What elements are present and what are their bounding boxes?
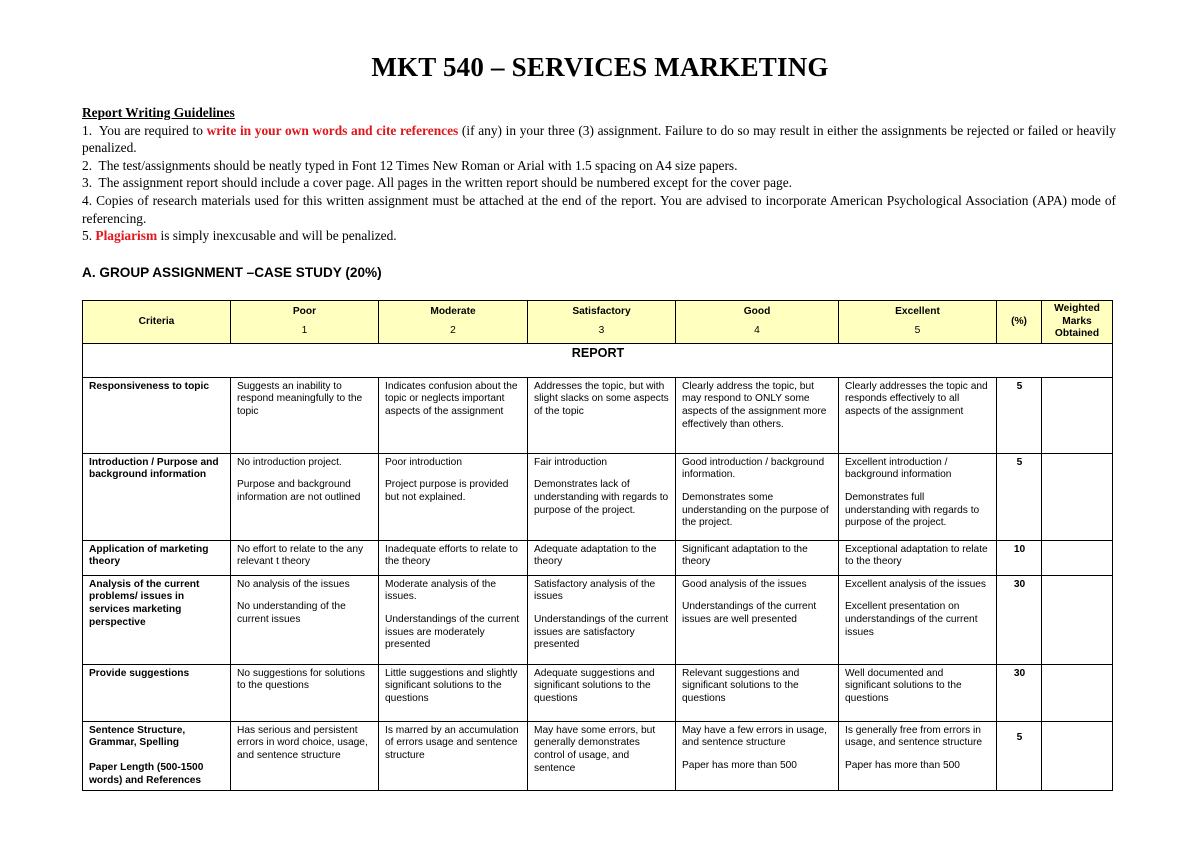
rubric-cell: Good introduction / background information. Demonstrates some understanding on the purpose of the project. bbox=[676, 453, 839, 540]
rubric-cell: May have some errors, but generally demonstrates control of usage, and sentence bbox=[528, 721, 676, 790]
criteria-cell: Analysis of the current problems/ issues in services marketing perspective bbox=[83, 575, 231, 664]
guideline-item: 1. You are required to write in your own words and cite references (if any) in your three (3) assignment. Failure to do so may result in either the assignments be rejected or failed or heavily penalized. bbox=[82, 122, 1116, 156]
percent-header: (%) bbox=[997, 301, 1042, 344]
percent-cell: 5 bbox=[997, 377, 1042, 453]
report-guidelines bbox=[82, 104, 1116, 245]
rubric-cell: Relevant suggestions and significant solutions to the questions bbox=[676, 664, 839, 721]
rubric-cell: No suggestions for solutions to the questions bbox=[231, 664, 379, 721]
rubric-cell: Adequate adaptation to the theory bbox=[528, 540, 676, 575]
percent-cell: 5 bbox=[997, 721, 1042, 790]
rubric-cell: Suggests an inability to respond meaningfully to the topic bbox=[231, 377, 379, 453]
criteria-header: Criteria bbox=[83, 301, 231, 344]
table-row bbox=[83, 575, 1113, 664]
page-title: MKT 540 – SERVICES MARKETING bbox=[371, 52, 829, 82]
criteria-cell: Sentence Structure, Grammar, Spelling Paper Length (500-1500 words) and References bbox=[83, 721, 231, 790]
rubric-cell: May have a few errors in usage, and sentence structure Paper has more than 500 bbox=[676, 721, 839, 790]
guideline-item: 4. Copies of research materials used for this written assignment must be attached at the end of the report. You are advised to incorporate American Psychological Association (APA) mode of referencing. bbox=[82, 192, 1116, 226]
rubric-cell: Fair introduction Demonstrates lack of understanding with regards to purpose of the project. bbox=[528, 453, 676, 540]
weighted-marks-cell[interactable] bbox=[1042, 664, 1113, 721]
level-header: Excellent 5 bbox=[839, 301, 997, 344]
rubric-cell: Inadequate efforts to relate to the theory bbox=[379, 540, 528, 575]
table-header-row bbox=[83, 301, 1113, 344]
level-header: Moderate 2 bbox=[379, 301, 528, 344]
percent-cell: 5 bbox=[997, 453, 1042, 540]
rubric-cell: Addresses the topic, but with slight slacks on some aspects of the topic bbox=[528, 377, 676, 453]
rubric-cell: Is generally free from errors in usage, and sentence structure Paper has more than 500 bbox=[839, 721, 997, 790]
weighted-marks-cell[interactable] bbox=[1042, 453, 1113, 540]
rubric-cell: Clearly address the topic, but may respond to ONLY some aspects of the assignment more effectively than others. bbox=[676, 377, 839, 453]
rubric-cell: Has serious and persistent errors in word choice, usage, and sentence structure bbox=[231, 721, 379, 790]
rubric-cell: No introduction project. Purpose and background information are not outlined bbox=[231, 453, 379, 540]
weighted-marks-cell[interactable] bbox=[1042, 721, 1113, 790]
table-row bbox=[83, 540, 1113, 575]
guideline-item: 2. The test/assignments should be neatly typed in Font 12 Times New Roman or Arial with 1.5 spacing on A4 size papers. bbox=[82, 157, 738, 173]
table-group-row bbox=[83, 343, 1113, 377]
rubric-cell: Poor introduction Project purpose is provided but not explained. bbox=[379, 453, 528, 540]
level-header: Poor 1 bbox=[231, 301, 379, 344]
guideline-item: 5. Plagiarism is simply inexcusable and will be penalized. bbox=[82, 228, 397, 244]
weighted-marks-cell[interactable] bbox=[1042, 377, 1113, 453]
rubric-cell: Excellent introduction / background information Demonstrates full understanding with regards to purpose of the project. bbox=[839, 453, 997, 540]
criteria-cell: Provide suggestions bbox=[83, 664, 231, 721]
rubric-cell: No analysis of the issues No understanding of the current issues bbox=[231, 575, 379, 664]
rubric-cell: Satisfactory analysis of the issues Understandings of the current issues are satisfactory presented bbox=[528, 575, 676, 664]
rubric-table bbox=[82, 300, 1113, 791]
criteria-cell: Responsiveness to topic bbox=[83, 377, 231, 453]
table-row bbox=[83, 377, 1113, 453]
guidelines-heading: Report Writing Guidelines bbox=[82, 105, 235, 120]
rubric-cell: Well documented and significant solutions to the questions bbox=[839, 664, 997, 721]
emphasis-text: Plagiarism bbox=[95, 228, 158, 244]
rubric-cell: Excellent analysis of the issues Excellent presentation on understandings of the current issues bbox=[839, 575, 997, 664]
criteria-cell: Application of marketing theory bbox=[83, 540, 231, 575]
table-row bbox=[83, 453, 1113, 540]
table-row bbox=[83, 664, 1113, 721]
rubric-cell: Is marred by an accumulation of errors usage and sentence structure bbox=[379, 721, 528, 790]
guideline-item: 3. The assignment report should include a cover page. All pages in the written report should be numbered except for the cover page. bbox=[82, 175, 792, 191]
rubric-cell: No effort to relate to the any relevant t theory bbox=[231, 540, 379, 575]
weighted-marks-header: Weighted Marks Obtained bbox=[1042, 301, 1113, 344]
percent-cell: 30 bbox=[997, 575, 1042, 664]
rubric-cell: Exceptional adaptation to relate to the theory bbox=[839, 540, 997, 575]
section-title: A. GROUP ASSIGNMENT –CASE STUDY (20%) bbox=[82, 265, 382, 280]
percent-cell: 10 bbox=[997, 540, 1042, 575]
table-row bbox=[83, 721, 1113, 790]
rubric-cell: Moderate analysis of the issues. Understandings of the current issues are moderately presented bbox=[379, 575, 528, 664]
rubric-cell: Clearly addresses the topic and responds effectively to all aspects of the assignment bbox=[839, 377, 997, 453]
level-header: Good 4 bbox=[676, 301, 839, 344]
emphasis-text: write in your own words and cite references bbox=[206, 122, 459, 138]
weighted-marks-cell[interactable] bbox=[1042, 540, 1113, 575]
rubric-cell: Significant adaptation to the theory bbox=[676, 540, 839, 575]
weighted-marks-cell[interactable] bbox=[1042, 575, 1113, 664]
rubric-cell: Indicates confusion about the topic or neglects important aspects of the assignment bbox=[379, 377, 528, 453]
criteria-cell: Introduction / Purpose and background information bbox=[83, 453, 231, 540]
group-label: REPORT bbox=[83, 343, 1113, 377]
percent-cell: 30 bbox=[997, 664, 1042, 721]
level-header: Satisfactory 3 bbox=[528, 301, 676, 344]
rubric-cell: Little suggestions and slightly significant solutions to the questions bbox=[379, 664, 528, 721]
rubric-cell: Good analysis of the issues Understandings of the current issues are well presented bbox=[676, 575, 839, 664]
rubric-cell: Adequate suggestions and significant solutions to the questions bbox=[528, 664, 676, 721]
